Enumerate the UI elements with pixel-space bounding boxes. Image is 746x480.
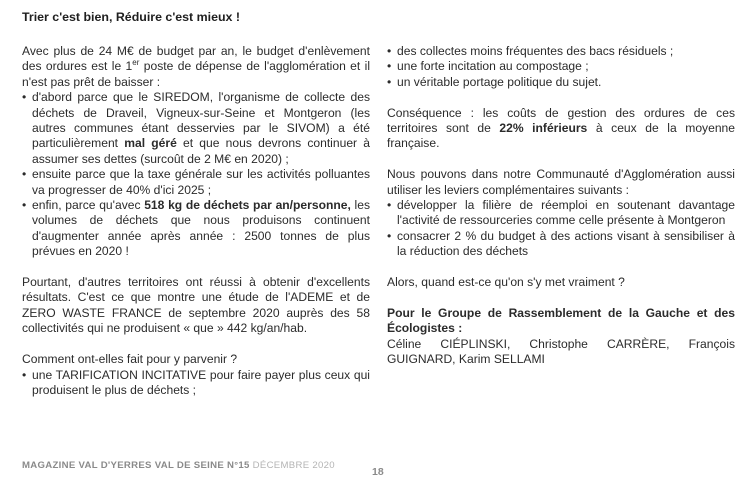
signature-names: Céline CIÉPLINSKI, Christophe CARRÈRE, François GUIGNARD, Karim SELLAMI [387,336,735,367]
results-paragraph: Pourtant, d'autres territoires ont réussi à obtenir d'excellents résultats. C'est ce que montre une étude de l'ADEME et de ZERO WASTE FRANCE de septembre 2020 auprès des 58 collectivités qui ne produisent « que » 442 kg/an/hab. [22,275,370,336]
superscript-er: er [132,58,140,68]
page-number: 18 [372,466,384,478]
list-item: • d'abord parce que le SIREDOM, l'organisme de collecte des déchets de Draveil, Vigneux-sur-Seine et Montgeron (les autres communes étant desservies par le SIVOM) a été particulièrement mal géré et que nous devrons continuer à assumer ses dettes (surcoût de 2 M€ en 2020) ; [22,90,370,167]
left-column [22,44,370,398]
list-item: • des collectes moins fréquentes des bacs résiduels ; [387,44,735,59]
article-title: Trier c'est bien, Réduire c'est mieux ! [22,10,240,24]
magazine-name: MAGAZINE VAL D'YERRES VAL DE SEINE N°15 [22,460,250,471]
question-paragraph: Comment ont-elles fait pour y parvenir ? [22,352,238,367]
list-item: • une forte incitation au compostage ; [387,59,735,74]
levers-paragraph: Nous pouvons dans notre Communauté d'Agglomération aussi utiliser les leviers complémentaires suivants : [387,167,735,197]
right-column [387,44,735,367]
list-item: • consacrer 2 % du budget à des actions visant à sensibiliser à la réduction des déchets [387,229,735,260]
methods-list [22,368,370,399]
footer [22,458,335,473]
list-item: • ensuite parce que la taxe générale sur les activités polluantes va progresser de 40% d'ici 2025 ; [22,167,370,198]
list-item: • une TARIFICATION INCITATIVE pour faire payer plus ceux qui produisent le plus de déchets ; [22,368,370,399]
list-item: • un véritable portage politique du sujet. [387,75,735,90]
intro-paragraph: Avec plus de 24 M€ de budget par an, le budget d'enlèvement des ordures est le 1er poste de dépense de l'agglomération et il n'est pas prêt de baisser : [22,44,371,89]
issue-date: DÉCEMBRE 2020 [252,460,335,471]
call-paragraph: Alors, quand est-ce qu'on s'y met vraiment ? [387,275,625,290]
reasons-list [22,90,370,259]
methods-list-continued [387,44,735,90]
consequence-paragraph: Conséquence : les coûts de gestion des ordures de ces territoires sont de 22% inférieurs à ceux de la moyenne française. [387,105,735,151]
signature-group: Pour le Groupe de Rassemblement de la Gauche et des Écologistes : [387,305,735,336]
list-item: • développer la filière de réemploi en soutenant davantage l'activité de ressourceries comme celle présente à Montgeron [387,198,735,229]
list-item: • enfin, parce qu'avec 518 kg de déchets par an/personne, les volumes de déchets que nous produisons continuent d'augmenter année après année : 2500 tonnes de plus prévues en 2020 ! [22,198,370,260]
levers-list [387,198,735,260]
